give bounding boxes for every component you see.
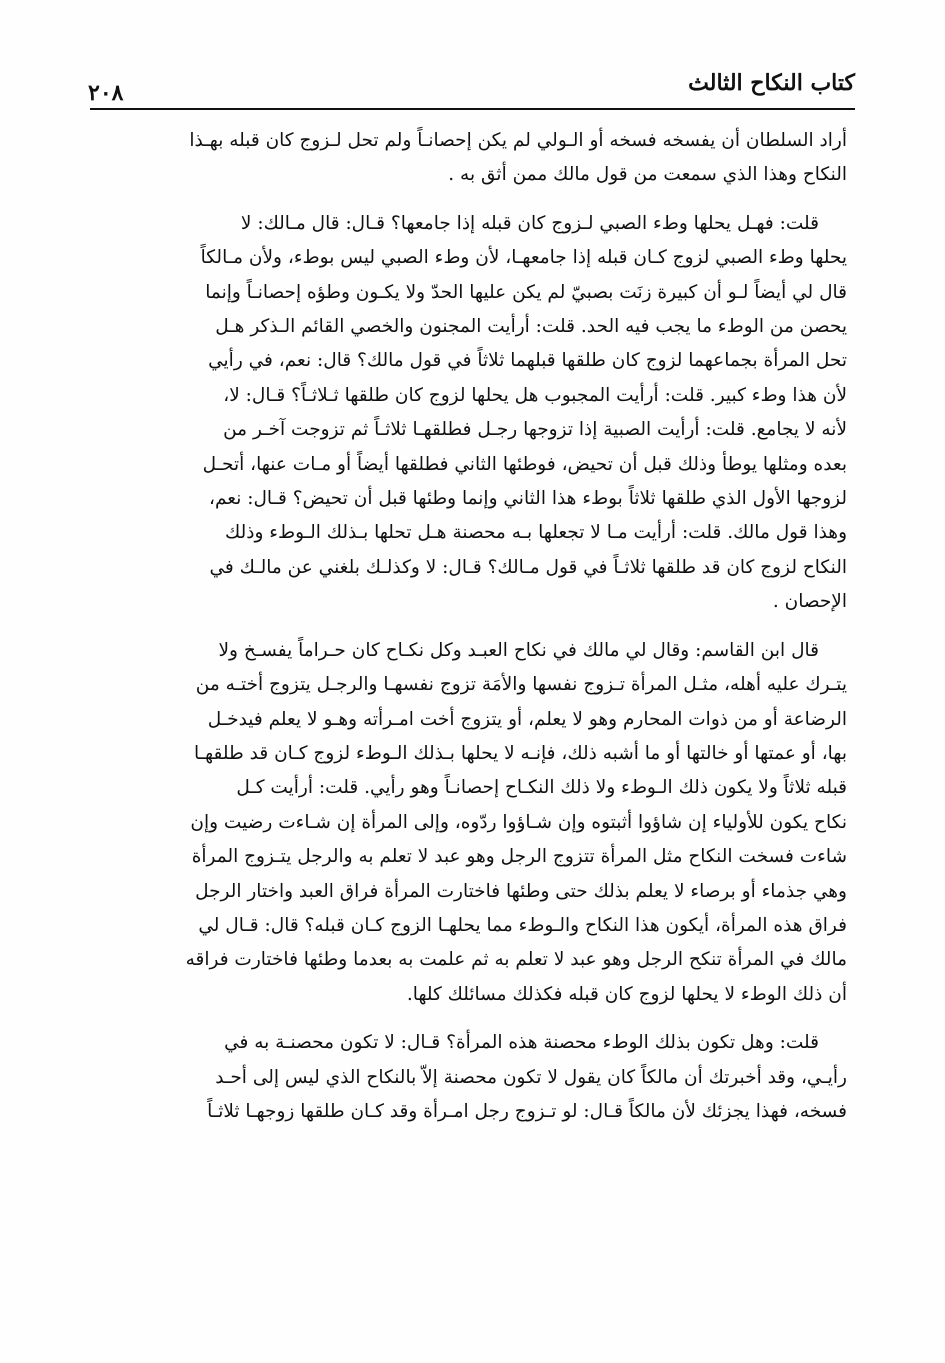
text-line: الإحصان . [772, 591, 847, 613]
text-line: يحلها وطء الصبي لزوج كـان قبله إذا جامعهـا، لأن وطء الصبي ليس بوطء، ولأن مـالكاً [200, 247, 847, 269]
text-line: تحل المرأة بجماعهما لزوج كان طلقها قبلهما ثلاثاً في قول مالك؟ قال: نعم، في رأيي [208, 350, 847, 372]
text-line: رأيـي، وقد أخبرتك أن مالكاً كان يقول لا تكون محصنة إلاّ بالنكاح الذي ليس إلى أحـد [215, 1066, 847, 1088]
text-line: بها، أو عمتها أو خالتها أو ما أشبه ذلك، فإنـه لا يحلها بـذلك الـوطء لزوج كـان قد طلقهـا [193, 742, 847, 764]
text-line: قلت: فهـل يحلها وطء الصبي لـزوج كان قبله إذا جامعها؟ قـال: قال مـالك: لا [240, 212, 819, 234]
text-line: قلت: وهل تكون بذلك الوطء محصنة هذه المرأة؟ قـال: لا تكون محصنـة به في [224, 1032, 819, 1054]
paragraph-4 [94, 1026, 847, 1129]
paragraph-1 [94, 124, 847, 193]
page-number: ٢٠٨ [88, 80, 124, 106]
text-line: نكاح يكون للأولياء إن شاؤوا أثبتوه وإن شـاؤوا ردّوه، وإلى المرأة إن شـاءت رضيت وإن [190, 811, 847, 833]
text-line: مالك في المرأة تنكح الرجل وهو عبد لا تعلم به ثم علمت به بعدما وطئها فاختارت فراقه [185, 949, 847, 971]
text-line: فسخه، فهذا يجزئك لأن مالكاً قـال: لو تـزوج رجل امـرأة وقد كـان طلقها زوجهـا ثلاثـاً [207, 1100, 847, 1122]
text-line: لزوجها الأول الذي طلقها ثلاثاً بوطء هذا الثاني وإنما وطئها قبل أن تحيض؟ قـال: نعم، [209, 488, 847, 510]
text-line: الرضاعة أو من ذوات المحارم وهو لا يعلم، أو يتزوج أخت امـرأته وهـو لا يعلم فيدخـل [207, 708, 847, 730]
text-line: لأن هذا وطء كبير. قلت: أرأيت المجبوب هل يحلها لزوج كان طلقها ثـلاثـاً؟ قـال: لا، [223, 384, 847, 406]
running-title: كتاب النكاح الثالث [688, 70, 855, 96]
text-line: فراق هذه المرأة، أيكون هذا النكاح والـوطء مما يحلهـا الزوج كـان قبله؟ قال: قـال لي [198, 914, 847, 936]
text-line: وهذا قول مالك. قلت: أرأيت مـا لا تجعلها بـه محصنة هـل تحلها بـذلك الـوطء وذلك [225, 522, 847, 544]
text-line: أراد السلطان أن يفسخه فسخه أو الـولي لم يكن إحصانـاً ولم تحل لـزوج كان قبله بهـذا [189, 130, 847, 151]
header-divider [90, 108, 855, 110]
text-line: وهي جذماء أو برصاء لا يعلم بذلك حتى وطئها فاختارت المرأة فراق العبد واختار الرجل [195, 880, 847, 902]
text-line: قبله ثلاثاً ولا يكون ذلك الـوطء ولا ذلك النكـاح إحصانـاً وهو رأيي. قلت: أرأيت كـل [236, 777, 847, 799]
text-line: بعده ومثلها يوطأ وذلك قبل أن تحيض، فوطئها الثاني فطلقها أيضاً أو مـات عنها، أتحـل [202, 453, 847, 475]
text-line: النكاح وهذا الذي سمعت من قول مالك ممن أثق به . [448, 164, 847, 186]
text-line: قال لي أيضاً لـو أن كبيرة زنَت بصبيّ لم يكن عليها الحدّ ولا يكـون وطؤه إحصانـاً وإنما [205, 281, 847, 303]
paragraph-3 [94, 634, 847, 1012]
text-line: النكاح لزوج كان قد طلقها ثلاثـاً في قول مـالك؟ قـال: لا وكذلـك بلغني عن مالـك في [209, 556, 847, 578]
text-line: أن ذلك الوطء لا يحلها لزوج كان قبله فكذلك مسائلك كلها. [406, 983, 847, 1005]
text-line: شاءت فسخت النكاح مثل المرأة تتزوج الرجل وهو عبد لا تعلم به والرجل يتـزوج المرأة [191, 846, 847, 868]
text-line: قال ابن القاسم: وقال لي مالك في نكاح العبـد وكل نكـاح كان حـراماً يفسـخ ولا [218, 639, 819, 661]
text-line: يتـرك عليه أهله، مثـل المرأة تـزوج نفسها والأمَة تزوج نفسهـا والرجـل يتزوج أختـه من [195, 674, 847, 696]
body-text [94, 124, 847, 1129]
page-header [88, 66, 855, 110]
text-line: لأنه لا يجامع. قلت: أرأيت الصبية إذا تزوجها رجـل فطلقهـا ثلاثـاً ثم تزوجت آخـر من [223, 419, 847, 441]
text-line: يحصن من الوطء ما يجب فيه الحد. قلت: أرأيت المجنون والخصي القائم الـذكر هـل [215, 316, 847, 338]
paragraph-2 [94, 207, 847, 620]
